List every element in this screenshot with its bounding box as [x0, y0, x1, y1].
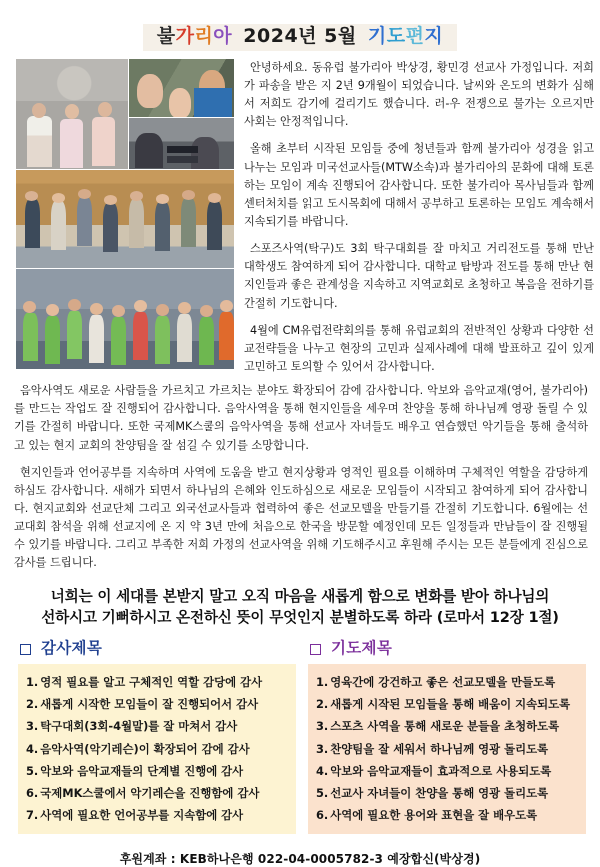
- item-number: 5.: [316, 786, 329, 800]
- square-bullet-icon: [310, 644, 321, 655]
- intro-paragraph: 올해 초부터 시작된 모임들 중에 청년들과 함께 불가리아 성경을 읽고 나누는 모임과 미국선교사들(MTW소속)과 불가리아의 문화에 대해 토론하는 모임이 계속 진행되어 감사합니다. 또한 불가리아 목사님들과 함께 센터처치를 읽고 도시목회에 대해서 공부하고 토론하는 모임도 계속해서 지속되기를 바랍니다.: [244, 142, 594, 229]
- verse-line-1: 너희는 이 세대를 본받지 말고 오직 마음을 새롭게 함으로 변화를 받아 하나님의: [50, 587, 550, 605]
- body-paragraph: 현지인들과 언어공부를 지속하며 사역에 도움을 받고 현지상황과 영적인 필요를 이해하며 구체적인 역할을 감당하게 하심도 감사합니다. 새해가 되면서 하나님의 은혜와 인도하심으로 새로운 모임들이 시작되고 참여하게 되어 감사합니다. 현지교회와 선교단체 그리고 외국선교사들과 협력하여 좋은 선교모델을 만들기를 간절히 기도합니다. 6월에는 선교대회 참석을 위해 선교지에 온 지 약 3년 만에 처음으로 한국을 방문할 예정인데 모든 일정들과 만남들이 잘 진행될 수 있기를 바랍니다. 그리고 부족한 저희 가정의 선교사역을 위해 기도해주시고 후원해 주시는 모든 분들에게 진심으로 감사를 드립니다.: [14, 465, 588, 570]
- item-number: 2.: [316, 697, 329, 712]
- item-number: 3.: [26, 719, 39, 734]
- item-number: 6.: [316, 808, 329, 823]
- list-item: [316, 760, 580, 782]
- item-number: 4.: [316, 763, 329, 778]
- item-number: 6.: [26, 786, 39, 800]
- prayer-list: [308, 664, 586, 835]
- group-photo: [16, 269, 234, 369]
- square-bullet-icon: [20, 644, 31, 655]
- title-char-4: 아: [213, 25, 233, 47]
- list-item: [316, 671, 580, 693]
- title-char-3: 리: [194, 25, 214, 47]
- title-char-7: 편: [405, 25, 425, 47]
- title-char-2: 가: [175, 25, 195, 47]
- donation-account-footer: 후원계좌 : KEB하나은행 022-04-0005782-3 예장합신(박상경): [119, 852, 481, 867]
- thanks-heading-label: 감사제목: [41, 639, 103, 658]
- list-item: [26, 715, 290, 737]
- list-item: [26, 671, 290, 693]
- item-number: 4.: [26, 741, 39, 756]
- prayer-heading-label: 기도제목: [331, 639, 393, 658]
- bible-verse: [0, 582, 600, 630]
- photo-collage: [16, 59, 234, 369]
- item-text: 음악사역(악기레슨)이 확장되어 감에 감사: [40, 741, 250, 756]
- intro-section: [0, 59, 600, 376]
- thanks-list: [18, 664, 296, 835]
- list-item: [26, 693, 290, 715]
- list-item: [316, 715, 580, 737]
- verse-reference: (로마서 12장 1절): [436, 609, 559, 627]
- list-item: [316, 782, 580, 804]
- thanks-heading: [18, 641, 296, 657]
- list-item: [26, 782, 290, 804]
- list-item: [316, 693, 580, 715]
- item-text: 국제MK스쿨에서 악기레슨을 진행함에 감사: [40, 786, 260, 800]
- page-title: [143, 24, 458, 51]
- item-text: 찬양팀을 잘 세워서 하나님께 영광 돌리도록: [330, 741, 549, 756]
- collage-row-top: [16, 59, 234, 169]
- prayer-heading: [308, 641, 586, 657]
- item-number: 3.: [316, 741, 329, 756]
- worship-band-photo: [16, 170, 234, 268]
- title-char-5: 기: [367, 25, 387, 47]
- music-practice-photo: [129, 118, 234, 169]
- thanks-column: [18, 641, 296, 834]
- list-item: [26, 804, 290, 826]
- list-item: [316, 804, 580, 826]
- body-paragraph: 음악사역도 새로운 사람들을 가르치고 가르치는 분야도 확장되어 감에 감사합니다. 악보와 음악교재(영어, 불가리아)를 만드는 작업도 잘 진행되어 감사합니다. 음악사역을 통해 현지인들을 세우며 찬양을 통해 하나님께 영광 돌릴 수 있기를 간절히 바랍니다. 또한 국제MK스쿨의 음악사역을 통해 선교사 자녀들도 배우고 연습했던 악기들을 통해 출석하고 있는 현지 교회의 찬양팀을 잘 섬길 수 있기를 소망합니다.: [14, 384, 588, 452]
- page-header: [0, 0, 600, 51]
- item-text: 영육간에 강건하고 좋은 선교모델을 만들도록: [330, 674, 556, 689]
- body-text-block: [0, 376, 600, 572]
- list-item: [316, 738, 580, 760]
- intro-paragraph: 4월에 CM유럽전략회의를 통해 유럽교회의 전반적인 상황과 다양한 선교전략들을 나누고 현장의 고민과 실제사례에 대해 발표하고 깊이 있게 고민하고 토의할 수 있어서 감사합니다.: [244, 323, 594, 373]
- item-number: 2.: [26, 697, 39, 712]
- museum-visit-photo: [16, 59, 128, 169]
- item-number: 7.: [26, 808, 39, 823]
- prayer-columns: [0, 629, 600, 834]
- item-text: 악보와 음악교재들이 효과적으로 사용되도록: [330, 763, 552, 778]
- selfie-photo: [129, 59, 234, 117]
- item-text: 스포츠 사역을 통해 새로운 분들을 초청하도록: [330, 719, 560, 734]
- item-text: 영적 필요를 알고 구체적인 역할 감당에 감사: [40, 674, 263, 689]
- item-text: 사역에 필요한 용어와 표현을 잘 배우도록: [330, 808, 538, 823]
- verse-line-2: 선하시고 기뻐하시고 온전하신 뜻이 무엇인지 분별하도록 하라: [41, 609, 432, 627]
- title-char-1: 불: [156, 25, 176, 47]
- intro-text-block: [234, 59, 594, 376]
- intro-paragraph: 안녕하세요. 동유럽 불가리아 박상경, 황민경 선교사 가정입니다. 저희가 파송을 받은 지 2년 9개월이 되었습니다. 날씨와 온도의 변화가 심해서 저희도 감기에 걸리기도 했습니다. 러-우 전쟁으로 물가는 오르지만 사회는 안정적입니다.: [244, 60, 594, 129]
- item-number: 1.: [26, 674, 39, 689]
- list-item: [26, 738, 290, 760]
- title-date: 2024년 5월: [243, 25, 357, 47]
- item-text: 새롭게 시작된 모임들을 통해 배움이 지속되도록: [330, 697, 571, 712]
- title-char-6: 도: [386, 25, 406, 47]
- item-text: 악보와 음악교재들의 단계별 진행에 감사: [40, 763, 244, 778]
- prayer-column: [308, 641, 586, 834]
- item-number: 1.: [316, 674, 329, 689]
- item-text: 새롭게 시작한 모임들이 잘 진행되어서 감사: [40, 697, 259, 712]
- item-number: 5.: [26, 763, 39, 778]
- item-text: 선교사 자녀들이 찬양을 통해 영광 돌리도록: [330, 786, 549, 800]
- item-text: 사역에 필요한 언어공부를 지속함에 감사: [40, 808, 244, 823]
- list-item: [26, 760, 290, 782]
- item-text: 탁구대회(3회-4월말)를 잘 마쳐서 감사: [40, 719, 238, 734]
- item-number: 3.: [316, 719, 329, 734]
- intro-paragraph: 스포즈사역(탁구)도 3회 탁구대회를 잘 마치고 거리전도를 통해 만난 대학생도 참여하게 되어 감사합니다. 대학교 탐방과 전도를 통해 만난 현지인들과 좋은 관계성을 지속하고 지역교회로 초청하고 복음을 전하기를 간절히 기도합니다.: [244, 242, 594, 310]
- title-char-8: 지: [424, 25, 444, 47]
